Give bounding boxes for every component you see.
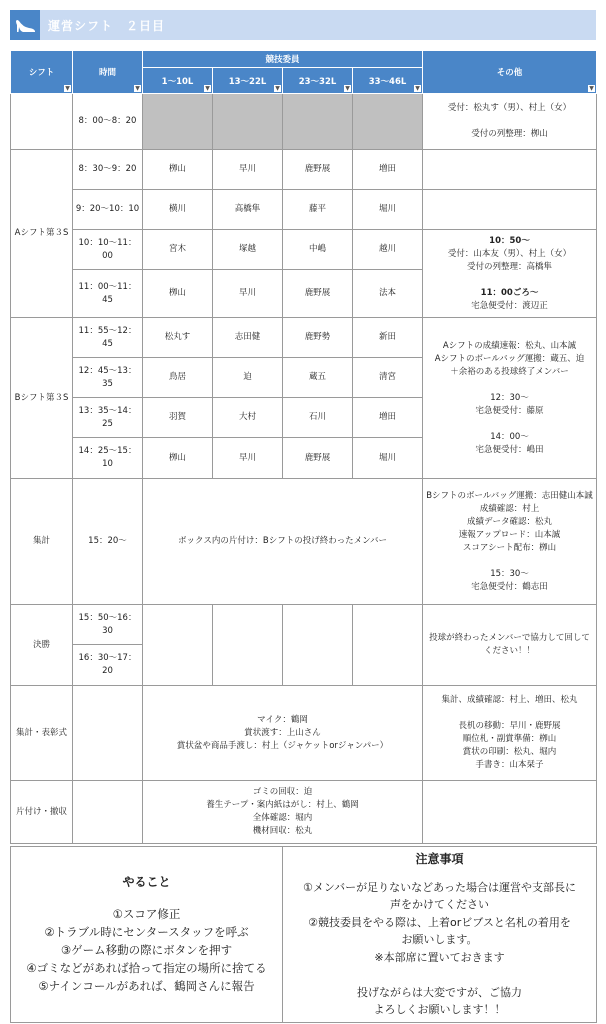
staff-cell: 越川 bbox=[353, 230, 423, 270]
staff-cell: 蔵五 bbox=[283, 358, 353, 398]
caution-line: ①メンバーが足りないなどあった場合は運営や支部長に bbox=[303, 880, 576, 894]
table-row bbox=[11, 230, 597, 270]
other-line: 受付：山本友（男）、村上（女） bbox=[447, 248, 572, 259]
dropdown-arrow-icon[interactable]: ▼ bbox=[589, 85, 594, 92]
staff-cell: 石川 bbox=[283, 398, 353, 438]
time-cell: 9：20～10：10 bbox=[73, 190, 143, 230]
dropdown-arrow-icon[interactable]: ▼ bbox=[205, 85, 210, 92]
staff-cell bbox=[143, 94, 213, 150]
other-line: 宅急便受付：藤原 bbox=[475, 405, 544, 416]
todo-item: ⑤ナインコールがあれば、鶴岡さんに報告 bbox=[38, 979, 255, 993]
shift-table bbox=[10, 50, 597, 844]
staff-cell bbox=[213, 605, 283, 686]
table-row bbox=[11, 94, 597, 150]
staff-cell: 羽賀 bbox=[143, 398, 213, 438]
caution-line: ※本部席に置いておきます bbox=[374, 950, 505, 964]
staff-cell: 堀川 bbox=[353, 190, 423, 230]
todo-item: ②トラブル時にセンタースタッフを呼ぶ bbox=[44, 925, 249, 939]
staff-cell: 早川 bbox=[213, 270, 283, 318]
other-line bbox=[425, 274, 594, 287]
time-cell bbox=[73, 781, 143, 844]
other-cell bbox=[423, 230, 597, 318]
table-row bbox=[11, 479, 597, 605]
staff-cell: 宮木 bbox=[143, 230, 213, 270]
shift-cell bbox=[11, 94, 73, 150]
time-cell: 14：25～15：10 bbox=[73, 438, 143, 479]
other-line: 成績データ確認：松丸 bbox=[467, 516, 553, 527]
staff-cell: 栁山 bbox=[143, 438, 213, 479]
merged-line: ゴミの回収：迫 bbox=[252, 787, 313, 797]
merged-cell bbox=[143, 686, 423, 781]
other-cell bbox=[423, 94, 597, 150]
staff-cell: 高橋隼 bbox=[213, 190, 283, 230]
staff-cell: 早川 bbox=[213, 438, 283, 479]
merged-cell bbox=[143, 781, 423, 844]
other-cell bbox=[423, 479, 597, 605]
merged-line: 賞状渡す：上山さん bbox=[244, 727, 321, 738]
table-row bbox=[11, 190, 597, 230]
dropdown-arrow-icon[interactable]: ▼ bbox=[275, 85, 280, 92]
caution-line bbox=[283, 966, 596, 984]
table-row bbox=[11, 686, 597, 781]
high-heel-shoe-icon bbox=[10, 10, 40, 40]
dropdown-arrow-icon[interactable]: ▼ bbox=[135, 85, 140, 92]
other-cell bbox=[423, 686, 597, 781]
staff-cell: 志田健 bbox=[213, 318, 283, 358]
staff-cell: 清宮 bbox=[353, 358, 423, 398]
staff-cell bbox=[283, 605, 353, 686]
staff-cell: 法本 bbox=[353, 270, 423, 318]
other-line: 長机の移動：早川・鹿野展 bbox=[458, 721, 561, 731]
header-lane-1: 1～10L ▼ bbox=[143, 68, 213, 94]
staff-cell: 藤平 bbox=[283, 190, 353, 230]
dropdown-arrow-icon[interactable]: ▼ bbox=[65, 85, 70, 92]
other-line bbox=[425, 379, 594, 392]
title-bar bbox=[10, 10, 596, 40]
other-line: Aシフトのボールバッグ運搬：蔵五、迫 bbox=[434, 353, 585, 364]
header-lane-2: 13～22L ▼ bbox=[213, 68, 283, 94]
other-cell bbox=[423, 781, 597, 844]
todo-item: ③ゲーム移動の際にボタンを押す bbox=[60, 943, 233, 957]
other-line: スコアシート配布：栁山 bbox=[462, 542, 557, 553]
time-cell: 11：00～11：45 bbox=[73, 270, 143, 318]
shift-cell: 集計・表彰式 bbox=[11, 686, 73, 781]
other-line: 受付の列整理：栁山 bbox=[471, 129, 548, 139]
other-cell bbox=[423, 150, 597, 190]
other-line: 10：50～ bbox=[489, 235, 530, 246]
other-line bbox=[425, 115, 594, 128]
header-lane-4: 33～46L ▼ bbox=[353, 68, 423, 94]
other-line: Bシフトのボールバッグ運搬：志田健山本誠 bbox=[426, 490, 593, 501]
other-cell bbox=[423, 190, 597, 230]
todo-item: ④ゴミなどがあれば拾って指定の場所に捨てる bbox=[26, 961, 267, 975]
other-line bbox=[425, 707, 594, 720]
other-line: 宅急便受付：渡辺正 bbox=[471, 300, 548, 311]
time-cell: 12：45～13：35 bbox=[73, 358, 143, 398]
time-cell: 8：30～9：20 bbox=[73, 150, 143, 190]
merged-line: 機材回収：松丸 bbox=[252, 826, 313, 836]
staff-cell: 松丸す bbox=[143, 318, 213, 358]
todo-heading: やること bbox=[122, 875, 171, 889]
merged-line: マイク：鶴岡 bbox=[257, 714, 308, 725]
other-line: 14：00～ bbox=[490, 431, 529, 442]
time-cell: 16：30～17：20 bbox=[73, 645, 143, 686]
shift-cell: 片付け・撤収 bbox=[11, 781, 73, 844]
time-cell: 15：50～16：30 bbox=[73, 605, 143, 645]
staff-cell bbox=[213, 94, 283, 150]
other-line: 15：30～ bbox=[490, 568, 529, 579]
merged-line: 賞状盆や商品手渡し：村上（ジャケットorジャンパー） bbox=[176, 740, 389, 751]
header-other: その他 ▼ bbox=[423, 51, 597, 94]
staff-cell: 増田 bbox=[353, 150, 423, 190]
staff-cell bbox=[143, 605, 213, 686]
time-cell: 11：55～12：45 bbox=[73, 318, 143, 358]
shift-cell: 決勝 bbox=[11, 605, 73, 686]
other-line: 12：30～ bbox=[490, 392, 529, 403]
other-line: 賞状の印刷：松丸、堀内 bbox=[462, 747, 557, 757]
header-lane-3: 23～32L ▼ bbox=[283, 68, 353, 94]
time-cell: 15：20～ bbox=[73, 479, 143, 605]
table-row bbox=[11, 318, 597, 358]
caution-line: よろしくお願いします！！ bbox=[373, 1003, 506, 1016]
staff-cell: 迫 bbox=[213, 358, 283, 398]
staff-cell: 鹿野展 bbox=[283, 438, 353, 479]
other-line: 手書き：山本栞子 bbox=[475, 760, 544, 770]
shift-cell: Bシフト第３S bbox=[11, 318, 73, 479]
staff-cell: 中嶋 bbox=[283, 230, 353, 270]
other-line: 成績確認：村上 bbox=[479, 503, 540, 514]
other-line: 速報アップロード：山本誠 bbox=[458, 529, 561, 540]
header-time: 時間 ▼ bbox=[73, 51, 143, 94]
dropdown-arrow-icon[interactable]: ▼ bbox=[415, 85, 420, 92]
staff-cell: 鳥居 bbox=[143, 358, 213, 398]
time-cell bbox=[73, 686, 143, 781]
staff-cell: 増田 bbox=[353, 398, 423, 438]
merged-line: 養生テープ・案内紙はがし：村上、鶴岡 bbox=[206, 800, 359, 810]
other-line: Aシフトの成績速報：松丸、山本誠 bbox=[442, 340, 577, 351]
merged-line: 全体確認：堀内 bbox=[252, 813, 313, 823]
staff-cell: 横川 bbox=[143, 190, 213, 230]
staff-cell: 鹿野展 bbox=[283, 150, 353, 190]
shift-cell: Aシフト第３S bbox=[11, 150, 73, 318]
staff-cell bbox=[353, 94, 423, 150]
other-line: 宅急便受付：鶴志田 bbox=[471, 581, 548, 592]
merged-cell: ボックス内の片付け：Bシフトの投げ終わったメンバー bbox=[143, 479, 423, 605]
todo-item: ①スコア修正 bbox=[112, 907, 181, 921]
other-line: 集計、成績確認：村上、増田、松丸 bbox=[441, 695, 578, 705]
staff-cell bbox=[353, 605, 423, 686]
caution-box bbox=[283, 847, 596, 1022]
other-line: ＋余裕のある投球終了メンバー bbox=[450, 366, 569, 377]
staff-cell: 塚越 bbox=[213, 230, 283, 270]
header-judges: 競技委員 bbox=[143, 51, 423, 68]
other-line bbox=[425, 418, 594, 431]
todo-box bbox=[11, 847, 283, 1022]
other-line: 受付：松丸す（男）、村上（女） bbox=[447, 103, 572, 113]
staff-cell bbox=[283, 94, 353, 150]
other-line: 宅急便受付：嶋田 bbox=[475, 444, 544, 455]
header-shift: シフト ▼ bbox=[11, 51, 73, 94]
caution-line: 投げながらは大変ですが、ご協力 bbox=[357, 985, 522, 999]
staff-cell: 大村 bbox=[213, 398, 283, 438]
shift-cell: 集計 bbox=[11, 479, 73, 605]
staff-cell: 栁山 bbox=[143, 270, 213, 318]
other-cell: 投球が終わったメンバーで協力して回してください！！ bbox=[423, 605, 597, 686]
staff-cell: 鹿野勢 bbox=[283, 318, 353, 358]
time-cell: 10：10～11：00 bbox=[73, 230, 143, 270]
other-cell bbox=[423, 318, 597, 479]
table-row bbox=[11, 781, 597, 844]
caution-line: ②競技委員をやる際は、上着orビブスと名札の着用を bbox=[308, 915, 571, 929]
time-cell: 13：35～14：25 bbox=[73, 398, 143, 438]
time-cell: 8：00～8：20 bbox=[73, 94, 143, 150]
page-title: 運営シフト ２日目 bbox=[48, 18, 166, 33]
dropdown-arrow-icon[interactable]: ▼ bbox=[345, 85, 350, 92]
notes-section bbox=[10, 846, 597, 1023]
caution-heading: 注意事項 bbox=[415, 852, 464, 866]
staff-cell: 早川 bbox=[213, 150, 283, 190]
staff-cell: 新田 bbox=[353, 318, 423, 358]
staff-cell: 鹿野展 bbox=[283, 270, 353, 318]
staff-cell: 栁山 bbox=[143, 150, 213, 190]
other-line: 受付の列整理：高橋隼 bbox=[467, 261, 553, 272]
caution-line: 声をかけてください bbox=[390, 898, 489, 911]
other-line bbox=[425, 555, 594, 568]
caution-line: お願いします。 bbox=[401, 933, 478, 946]
table-row bbox=[11, 150, 597, 190]
table-row bbox=[11, 605, 597, 645]
other-line: 順位札・副賞準備：栁山 bbox=[462, 734, 557, 744]
other-line: 11：00ごろ～ bbox=[480, 287, 539, 298]
staff-cell: 堀川 bbox=[353, 438, 423, 479]
